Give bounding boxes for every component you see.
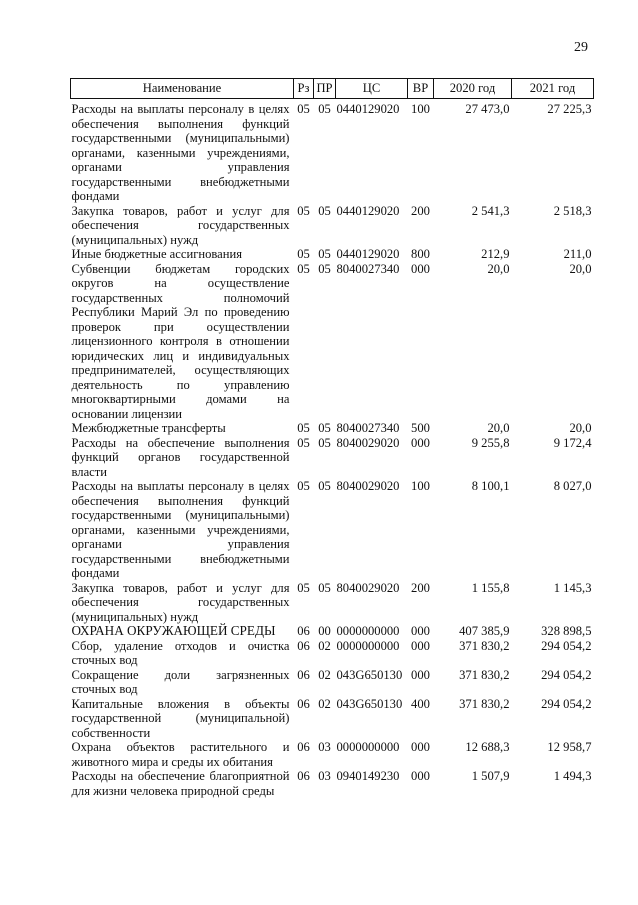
cell-pr: 05 — [318, 203, 331, 218]
cell-cs: 0440129020 — [336, 247, 400, 261]
cell-vr: 200 — [411, 203, 430, 218]
cell-name: Охрана объектов растительного и животного мира и среды их обитания — [71, 740, 290, 769]
cell-pr: 03 — [318, 769, 331, 783]
table-row — [71, 436, 594, 480]
cell-y2020: 2 541,3 — [471, 203, 510, 218]
cell-y2020: 371 830,2 — [459, 696, 510, 711]
table-row — [71, 99, 594, 204]
cell-y2020: 9 255,8 — [471, 435, 510, 450]
table-row — [71, 479, 594, 581]
cell-y2021: 294 054,2 — [541, 667, 592, 682]
cell-rz: 05 — [297, 580, 310, 595]
cell-rz: 05 — [297, 435, 310, 450]
cell-y2020: 20,0 — [487, 261, 510, 276]
cell-cs: 043G650130 — [336, 696, 403, 711]
cell-vr: 000 — [411, 638, 430, 653]
cell-pr: 02 — [318, 667, 331, 682]
cell-rz: 06 — [297, 740, 310, 754]
cell-rz: 06 — [297, 696, 310, 711]
cell-vr: 000 — [411, 624, 430, 638]
cell-y2020: 20,0 — [487, 421, 510, 435]
table-row — [71, 624, 594, 639]
cell-vr: 400 — [411, 696, 430, 711]
cell-vr: 000 — [411, 435, 430, 450]
header-pr: ПР — [314, 79, 336, 99]
cell-y2021: 2 518,3 — [553, 203, 592, 218]
cell-pr: 05 — [318, 102, 331, 116]
table-header-row — [71, 79, 594, 99]
cell-vr: 000 — [411, 769, 430, 783]
cell-pr: 05 — [318, 421, 331, 435]
cell-name: Сбор, удаление отходов и очистка сточных вод — [71, 638, 290, 667]
cell-y2021: 294 054,2 — [541, 696, 592, 711]
page-number: 29 — [574, 40, 588, 55]
cell-cs: 043G650130 — [336, 667, 403, 682]
cell-name: Межбюджетные трансферты — [71, 421, 226, 435]
table-row — [71, 740, 594, 769]
cell-cs: 0000000000 — [336, 740, 400, 754]
table-row — [71, 639, 594, 668]
cell-rz: 05 — [297, 247, 310, 261]
cell-name: Закупка товаров, работ и услуг для обеспечения государственных (муниципальных) нужд — [71, 580, 290, 624]
cell-name: Субвенции бюджетам городских округов на осуществление государственных полномочий Республики Марий Эл по проведению проверок при осуществлении лицензионного контроля в отношении юридических лиц и индивидуальных предпринимателей, осуществляющих деятельность по управлению многоквартирными домами на основании лицензии — [71, 261, 290, 421]
header-2021: 2021 год — [512, 79, 594, 99]
cell-cs: 8040029020 — [336, 479, 400, 493]
cell-rz: 06 — [297, 638, 310, 653]
cell-y2021: 12 958,7 — [547, 740, 592, 754]
header-rz: Рз — [294, 79, 314, 99]
cell-cs: 8040029020 — [336, 580, 400, 595]
cell-rz: 05 — [297, 421, 310, 435]
cell-y2021: 20,0 — [569, 261, 592, 276]
cell-y2021: 211,0 — [563, 247, 592, 261]
cell-name: Капитальные вложения в объекты государственной (муниципальной) собственности — [71, 696, 290, 740]
cell-y2021: 8 027,0 — [553, 479, 592, 493]
table-row — [71, 668, 594, 697]
cell-pr: 05 — [318, 479, 331, 493]
cell-pr: 02 — [318, 638, 331, 653]
cell-cs: 0000000000 — [336, 624, 400, 638]
cell-vr: 100 — [411, 479, 430, 493]
cell-name: ОХРАНА ОКРУЖАЮЩЕЙ СРЕДЫ — [71, 623, 276, 638]
cell-y2020: 27 473,0 — [465, 102, 510, 116]
cell-y2021: 328 898,5 — [541, 624, 592, 638]
cell-y2020: 371 830,2 — [459, 667, 510, 682]
cell-vr: 100 — [411, 102, 430, 116]
cell-cs: 0440129020 — [336, 203, 400, 218]
cell-name: Сокращение доли загрязненных сточных вод — [71, 667, 290, 696]
cell-y2021: 1 145,3 — [553, 580, 592, 595]
cell-rz: 06 — [297, 769, 310, 783]
table-row — [71, 421, 594, 436]
cell-cs: 0940149230 — [336, 769, 400, 783]
cell-rz: 05 — [297, 479, 310, 493]
cell-rz: 06 — [297, 667, 310, 682]
cell-cs: 8040027340 — [336, 261, 400, 276]
cell-cs: 0000000000 — [336, 638, 400, 653]
cell-y2020: 1 155,8 — [471, 580, 510, 595]
cell-pr: 02 — [318, 696, 331, 711]
cell-vr: 200 — [411, 580, 430, 595]
table-body — [71, 99, 594, 799]
cell-pr: 05 — [318, 247, 331, 261]
cell-y2020: 1 507,9 — [471, 769, 510, 783]
cell-vr: 800 — [411, 247, 430, 261]
cell-y2021: 294 054,2 — [541, 638, 592, 653]
cell-pr: 00 — [318, 624, 331, 638]
cell-y2020: 12 688,3 — [465, 740, 510, 754]
cell-y2021: 20,0 — [569, 421, 592, 435]
header-name: Наименование — [71, 79, 294, 99]
cell-vr: 000 — [411, 667, 430, 682]
cell-pr: 05 — [318, 435, 331, 450]
cell-name: Расходы на выплаты персоналу в целях обеспечения выполнения функций государственными (муниципальными) органами, казенными учреждениями, органами управления государственными внебюджетными фондами — [71, 479, 290, 580]
budget-table — [70, 78, 594, 798]
cell-cs: 8040029020 — [336, 435, 400, 450]
cell-rz: 05 — [297, 261, 310, 276]
table-row — [71, 581, 594, 625]
cell-rz: 05 — [297, 102, 310, 116]
cell-y2021: 1 494,3 — [553, 769, 592, 783]
cell-name: Иные бюджетные ассигнования — [71, 247, 243, 261]
cell-vr: 000 — [411, 261, 430, 276]
cell-pr: 05 — [318, 580, 331, 595]
table-row — [71, 697, 594, 741]
cell-name: Закупка товаров, работ и услуг для обеспечения государственных (муниципальных) нужд — [71, 203, 290, 247]
cell-y2020: 8 100,1 — [471, 479, 510, 493]
header-vr: ВР — [408, 79, 434, 99]
cell-rz: 05 — [297, 203, 310, 218]
cell-y2021: 9 172,4 — [553, 435, 592, 450]
cell-name: Расходы на обеспечение выполнения функций органов государственной власти — [71, 435, 290, 479]
cell-y2021: 27 225,3 — [547, 102, 592, 116]
cell-name: Расходы на выплаты персоналу в целях обеспечения выполнения функций государственными (муниципальными) органами, казенными учреждениями, органами управления государственными внебюджетными фондами — [71, 102, 290, 203]
header-cs: ЦС — [336, 79, 408, 99]
cell-y2020: 371 830,2 — [459, 638, 510, 653]
cell-pr: 03 — [318, 740, 331, 754]
table-row — [71, 262, 594, 422]
cell-rz: 06 — [297, 624, 310, 638]
cell-y2020: 407 385,9 — [459, 624, 510, 638]
table-row — [71, 769, 594, 798]
header-2020: 2020 год — [434, 79, 512, 99]
table-row — [71, 247, 594, 262]
cell-vr: 500 — [411, 421, 430, 435]
cell-cs: 8040027340 — [336, 421, 400, 435]
cell-y2020: 212,9 — [481, 247, 510, 261]
cell-name: Расходы на обеспечение благоприятной для жизни человека природной среды — [71, 769, 290, 798]
table-row — [71, 204, 594, 248]
cell-vr: 000 — [411, 740, 430, 754]
cell-pr: 05 — [318, 261, 331, 276]
cell-cs: 0440129020 — [336, 102, 400, 116]
